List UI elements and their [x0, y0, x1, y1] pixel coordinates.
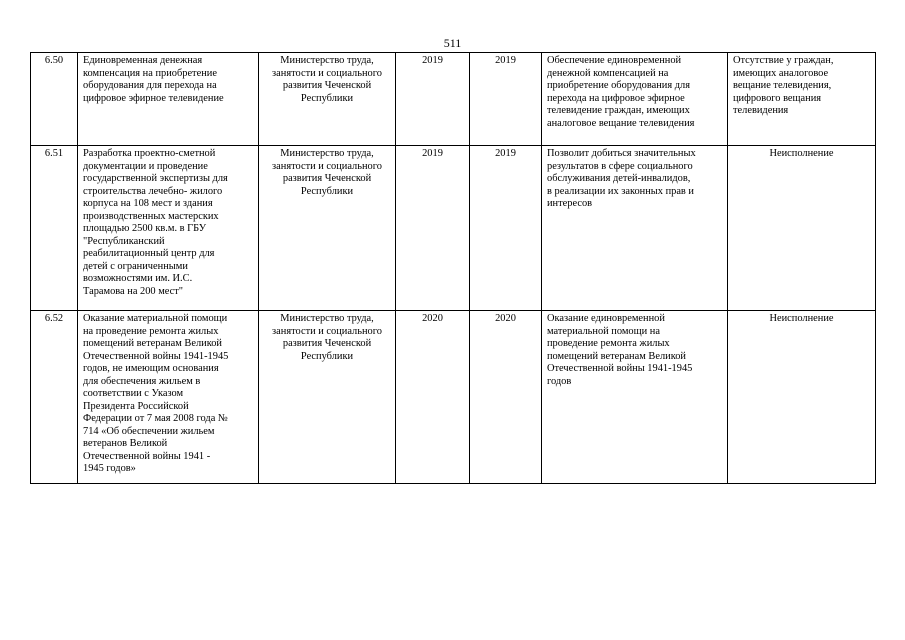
status — [728, 146, 876, 311]
end-year: 2019 — [470, 146, 542, 311]
measure-description-line: годов, не имеющим основания — [83, 363, 219, 374]
expected-result — [542, 311, 728, 484]
expected-result-line: Отечественной войны 1941-1945 — [547, 363, 693, 374]
item-number: 6.50 — [31, 53, 78, 146]
measure-description-line: для обеспечения жильем в — [83, 375, 201, 387]
measure-description-line: на проведение ремонта жилых — [83, 325, 219, 337]
executor-line: Республики — [300, 350, 354, 362]
expected-result-line: Обеспечение единовременной — [547, 55, 682, 66]
status-line: Неисполнение — [769, 148, 834, 159]
start-year: 2019 — [396, 53, 470, 146]
measure-description-line: детей с ограниченными — [83, 260, 188, 272]
expected-result-line: Позволит добиться значительных — [547, 148, 696, 159]
measure-description-line: производственных мастерских — [83, 210, 219, 222]
measure-description-line: цифровое эфирное телевидение — [83, 92, 224, 104]
measure-description-line: Президента Российской — [83, 400, 189, 412]
measure-description-line: 1945 годов» — [83, 463, 136, 474]
expected-result-line: аналоговое вещание телевидения — [547, 117, 695, 129]
table-row — [31, 146, 876, 311]
item-number: 6.52 — [31, 311, 78, 484]
measure-description-line: строительства лечебно- жилого — [83, 185, 223, 197]
executor-line: занятости и социального — [272, 67, 382, 79]
status-line: Неисполнение — [769, 313, 834, 324]
measure-description-line: оборудования для перехода на — [83, 80, 217, 91]
measure-description-line: Отечественной войны 1941 - — [83, 450, 211, 462]
measure-description-line: государственной экспертизы для — [83, 173, 228, 184]
start-year: 2019 — [396, 146, 470, 311]
item-number: 6.51 — [31, 146, 78, 311]
status-line: Отсутствие у граждан, — [733, 55, 834, 66]
measure-description-line: Тарамова на 200 мест" — [83, 285, 184, 297]
measure-description-line: компенсация на приобретение — [83, 67, 217, 79]
expected-result-line: обслуживания детей-инвалидов, — [547, 173, 691, 184]
measure-description-line: документации и проведение — [83, 160, 208, 172]
measure-description-line: Единовременная денежная — [83, 55, 203, 66]
measure-description-line: соответствии с Указом — [83, 388, 184, 399]
expected-result-line: проведение ремонта жилых — [547, 338, 670, 349]
executor — [259, 53, 396, 146]
measures-table — [30, 52, 876, 484]
executor-line: развития Чеченской — [282, 80, 372, 91]
table-row — [31, 311, 876, 484]
expected-result-line: перехода на цифровое эфирное — [547, 92, 685, 104]
expected-result-line: помещений ветеранам Великой — [547, 350, 686, 362]
end-year: 2020 — [470, 311, 542, 484]
executor-line: Республики — [300, 92, 354, 104]
executor-line: развития Чеченской — [282, 173, 372, 184]
executor-line: занятости и социального — [272, 160, 382, 172]
expected-result-line: интересов — [547, 198, 593, 209]
expected-result-line: Оказание единовременной — [547, 313, 665, 324]
executor — [259, 146, 396, 311]
measure-description-line: корпуса на 108 мест и здания — [83, 198, 213, 209]
expected-result-line: денежной компенсацией на — [547, 67, 669, 79]
expected-result — [542, 146, 728, 311]
executor-line: занятости и социального — [272, 325, 382, 337]
status — [728, 53, 876, 146]
measure-description-line: 714 «Об обеспечении жильем — [83, 425, 215, 437]
measure-description-line: Федерации от 7 мая 2008 года № — [83, 413, 228, 424]
measure-description-line: ветеранов Великой — [83, 438, 168, 449]
expected-result-line: в реализации их законных прав и — [547, 185, 694, 197]
measure-description-line: площадью 2500 кв.м. в ГБУ — [83, 223, 207, 234]
expected-result — [542, 53, 728, 146]
measure-description-line: возможностями им. И.С. — [83, 273, 193, 284]
start-year: 2020 — [396, 311, 470, 484]
status-line: вещание телевидения, — [733, 80, 832, 91]
expected-result-line: материальной помощи на — [547, 325, 660, 337]
measure-description-line: "Республиканский — [83, 235, 165, 247]
executor — [259, 311, 396, 484]
measure-description-line: реабилитационный центр для — [83, 248, 215, 259]
measure-description — [78, 311, 259, 484]
measure-description-line: Оказание материальной помощи — [83, 313, 228, 324]
status-line: цифрового вещания — [733, 92, 822, 104]
measure-description-line: Разработка проектно-сметной — [83, 148, 216, 159]
status — [728, 311, 876, 484]
expected-result-line: результатов в сфере социального — [547, 160, 693, 172]
executor-line: Республики — [300, 185, 354, 197]
executor-line: развития Чеченской — [282, 338, 372, 349]
measure-description — [78, 146, 259, 311]
status-line: имеющих аналоговое — [733, 67, 829, 79]
measure-description — [78, 53, 259, 146]
table-row — [31, 53, 876, 146]
expected-result-line: приобретение оборудования для — [547, 80, 690, 91]
end-year: 2019 — [470, 53, 542, 146]
expected-result-line: телевидение граждан, имеющих — [547, 105, 690, 116]
expected-result-line: годов — [547, 375, 572, 387]
executor-line: Министерство труда, — [280, 313, 374, 324]
status-line: телевидения — [733, 105, 789, 116]
page-number: 511 — [443, 36, 462, 50]
measure-description-line: помещений ветеранам Великой — [83, 338, 222, 349]
executor-line: Министерство труда, — [280, 55, 374, 66]
executor-line: Министерство труда, — [280, 148, 374, 159]
measure-description-line: Отечественной войны 1941-1945 — [83, 350, 229, 362]
